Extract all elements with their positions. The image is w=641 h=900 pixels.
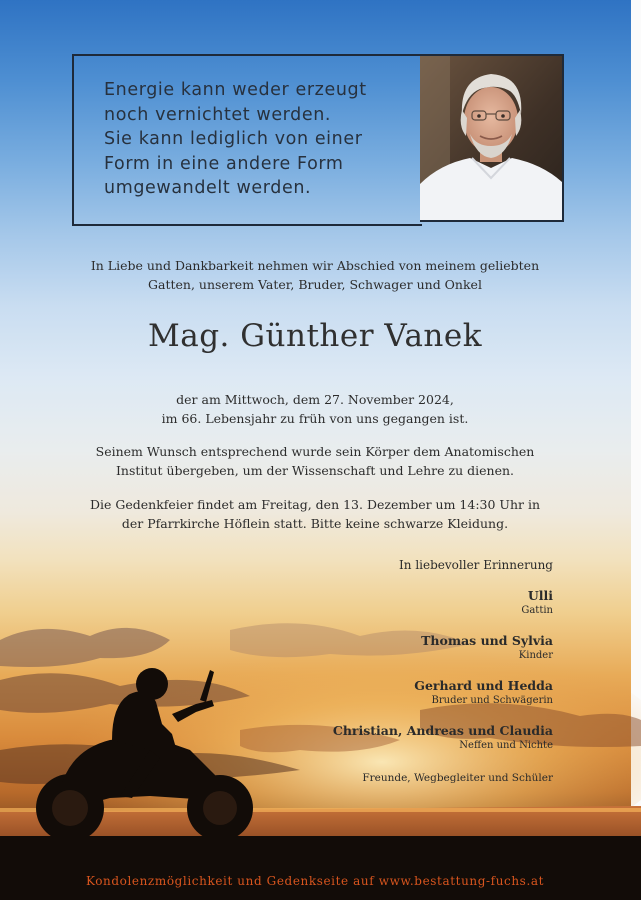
wish-paragraph (40, 442, 590, 480)
mourner-relation: Neffen und Nichte (459, 740, 553, 751)
mourner-closing: Freunde, Wegbegleiter und Schüler (362, 772, 553, 784)
death-notice-line-1: der am Mittwoch, dem 27. November 2024, (176, 392, 454, 407)
intro-text (40, 256, 590, 294)
quote-box (72, 54, 422, 226)
mourner-names: Ulli (527, 588, 553, 603)
portrait-photo (420, 54, 564, 222)
mourner-group-4 (333, 723, 553, 751)
mourner-names: Gerhard und Hedda (414, 678, 553, 693)
mourner-names: Christian, Andreas und Claudia (332, 723, 553, 738)
ceremony-line-1: Die Gedenkfeier findet am Freitag, den 13. Dezember um 14:30 Uhr in (89, 497, 541, 512)
death-notice (40, 390, 590, 428)
portrait-illustration (420, 56, 562, 222)
ceremony-paragraph (40, 495, 590, 533)
mourner-relation: Bruder und Schwägerin (431, 695, 553, 706)
intro-line-2: Gatten, unserem Vater, Bruder, Schwager und Onkel (148, 277, 482, 292)
wish-line-1: Seinem Wunsch entsprechend wurde sein Körper dem Anatomischen (95, 444, 535, 459)
death-notice-line-2: im 66. Lebensjahr zu früh von uns gegangen ist. (161, 411, 469, 426)
remembrance-heading: In liebevoller Erinnerung (399, 558, 553, 572)
mourner-group-1 (521, 588, 553, 616)
mourner-relation: Kinder (518, 650, 553, 661)
mourner-group-2 (421, 633, 553, 661)
ceremony-line-2: der Pfarrkirche Höflein statt. Bitte keine schwarze Kleidung. (121, 516, 509, 531)
mourner-relation: Gattin (521, 605, 553, 616)
mourner-names: Thomas und Sylvia (421, 633, 553, 648)
deceased-name: Mag. Günther Vanek (147, 318, 483, 354)
quote-text: Energie kann weder erzeugt noch vernichtet werden. Sie kann lediglich von einer Form in eine andere Form umgewandelt werden. (104, 80, 367, 198)
footer-condolence-link[interactable]: Kondolenzmöglichkeit und Gedenkseite auf www.bestattung-fuchs.at (85, 874, 545, 888)
intro-line-1: In Liebe und Dankbarkeit nehmen wir Abschied von meinem geliebten (90, 258, 540, 273)
wish-line-2: Institut übergeben, um der Wissenschaft und Lehre zu dienen. (115, 463, 515, 478)
mourner-group-3 (414, 678, 553, 706)
